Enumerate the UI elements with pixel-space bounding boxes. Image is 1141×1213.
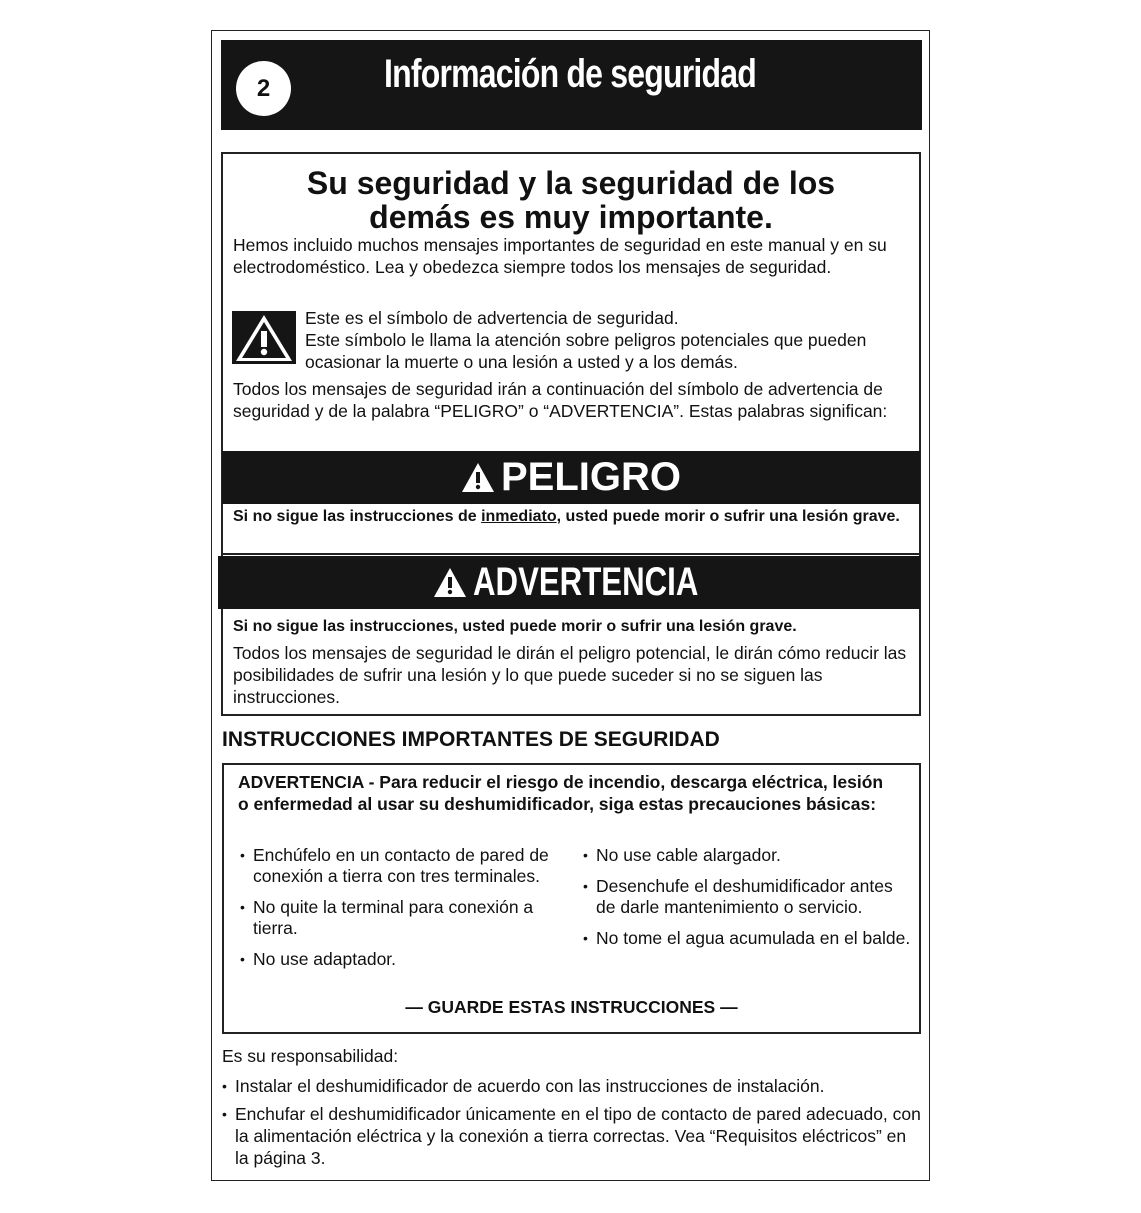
list-item: • Desenchufe el deshumidificador antes de darle mantenimiento o servicio. <box>583 876 913 918</box>
list-item: • No tome el agua acumulada en el balde. <box>583 928 913 949</box>
responsibility-list <box>222 1075 922 1175</box>
list-item: • Enchúfelo en un contacto de pared de conexión a tierra con tres terminales. <box>240 845 570 887</box>
safety-alert-icon <box>232 311 296 364</box>
advertencia-label: ADVERTENCIA <box>472 560 698 604</box>
peligro-description <box>233 506 913 528</box>
symbol-line-2: Este símbolo le llama la atención sobre peligros potenciales que pueden ocasionar la muerte o una lesión a usted y a los demás. <box>305 330 867 372</box>
signal-words-text: Todos los mensajes de seguridad irán a continuación del símbolo de advertencia de seguridad y de la palabra “PELIGRO” o “ADVERTENCIA”. Estas palabras significan: <box>233 379 888 421</box>
peligro-banner <box>222 451 920 504</box>
section-title: Información de seguridad <box>384 52 756 96</box>
advertencia-banner <box>218 556 920 609</box>
peligro-divider <box>222 553 920 555</box>
precautions-right-column <box>583 845 913 949</box>
warning-triangle-icon <box>433 566 467 600</box>
peligro-text-underlined: inmediato <box>481 508 557 525</box>
section-number-badge: 2 <box>236 61 291 116</box>
list-item: • Instalar el deshumidificador de acuerdo con las instrucciones de instalación. <box>222 1075 922 1097</box>
peligro-label: PELIGRO <box>500 455 682 499</box>
hazard-explanation-text: Todos los mensajes de seguridad le dirán el peligro potencial, le dirán cómo reducir las posibilidades de sufrir una lesión y lo que puede suceder si no se siguen las instrucciones. <box>233 643 907 707</box>
headline-line-2: demás es muy importante. <box>369 199 773 235</box>
safety-intro-text: Hemos incluido muchos mensajes importantes de seguridad en este manual y en su electrodoméstico. Lea y obedezca siempre todos los mensajes de seguridad. <box>233 235 887 277</box>
save-instructions-note: — GUARDE ESTAS INSTRUCCIONES — <box>405 997 738 1017</box>
list-item: • No use adaptador. <box>240 949 570 970</box>
important-instructions-heading: INSTRUCCIONES IMPORTANTES DE SEGURIDAD <box>222 728 720 751</box>
list-item: • No use cable alargador. <box>583 845 913 866</box>
precautions-warning: ADVERTENCIA - Para reducir el riesgo de incendio, descarga eléctrica, lesión o enfermedad al usar su deshumidificador, siga estas precauciones básicas: <box>238 772 884 814</box>
peligro-text-start: Si no sigue las instrucciones de <box>233 508 482 525</box>
list-item: • No quite la terminal para conexión a tierra. <box>240 897 570 939</box>
safety-headline <box>221 166 921 234</box>
precautions-left-column <box>240 845 570 970</box>
advertencia-description: Si no sigue las instrucciones, usted puede morir o sufrir una lesión grave. <box>233 618 797 635</box>
peligro-text-end: , usted puede morir o sufrir una lesión grave. <box>556 508 900 525</box>
warning-triangle-icon <box>461 461 495 495</box>
responsibility-intro: Es su responsabilidad: <box>222 1046 399 1066</box>
headline-line-1: Su seguridad y la seguridad de los <box>306 165 836 201</box>
symbol-explanation <box>305 307 915 373</box>
list-item: • Enchufar el deshumidificador únicamente en el tipo de contacto de pared adecuado, con la alimentación eléctrica y la conexión a tierra correctas. Vea “Requisitos eléctricos” en la página 3. <box>222 1103 922 1169</box>
symbol-line-1: Este es el símbolo de advertencia de seguridad. <box>305 308 679 328</box>
